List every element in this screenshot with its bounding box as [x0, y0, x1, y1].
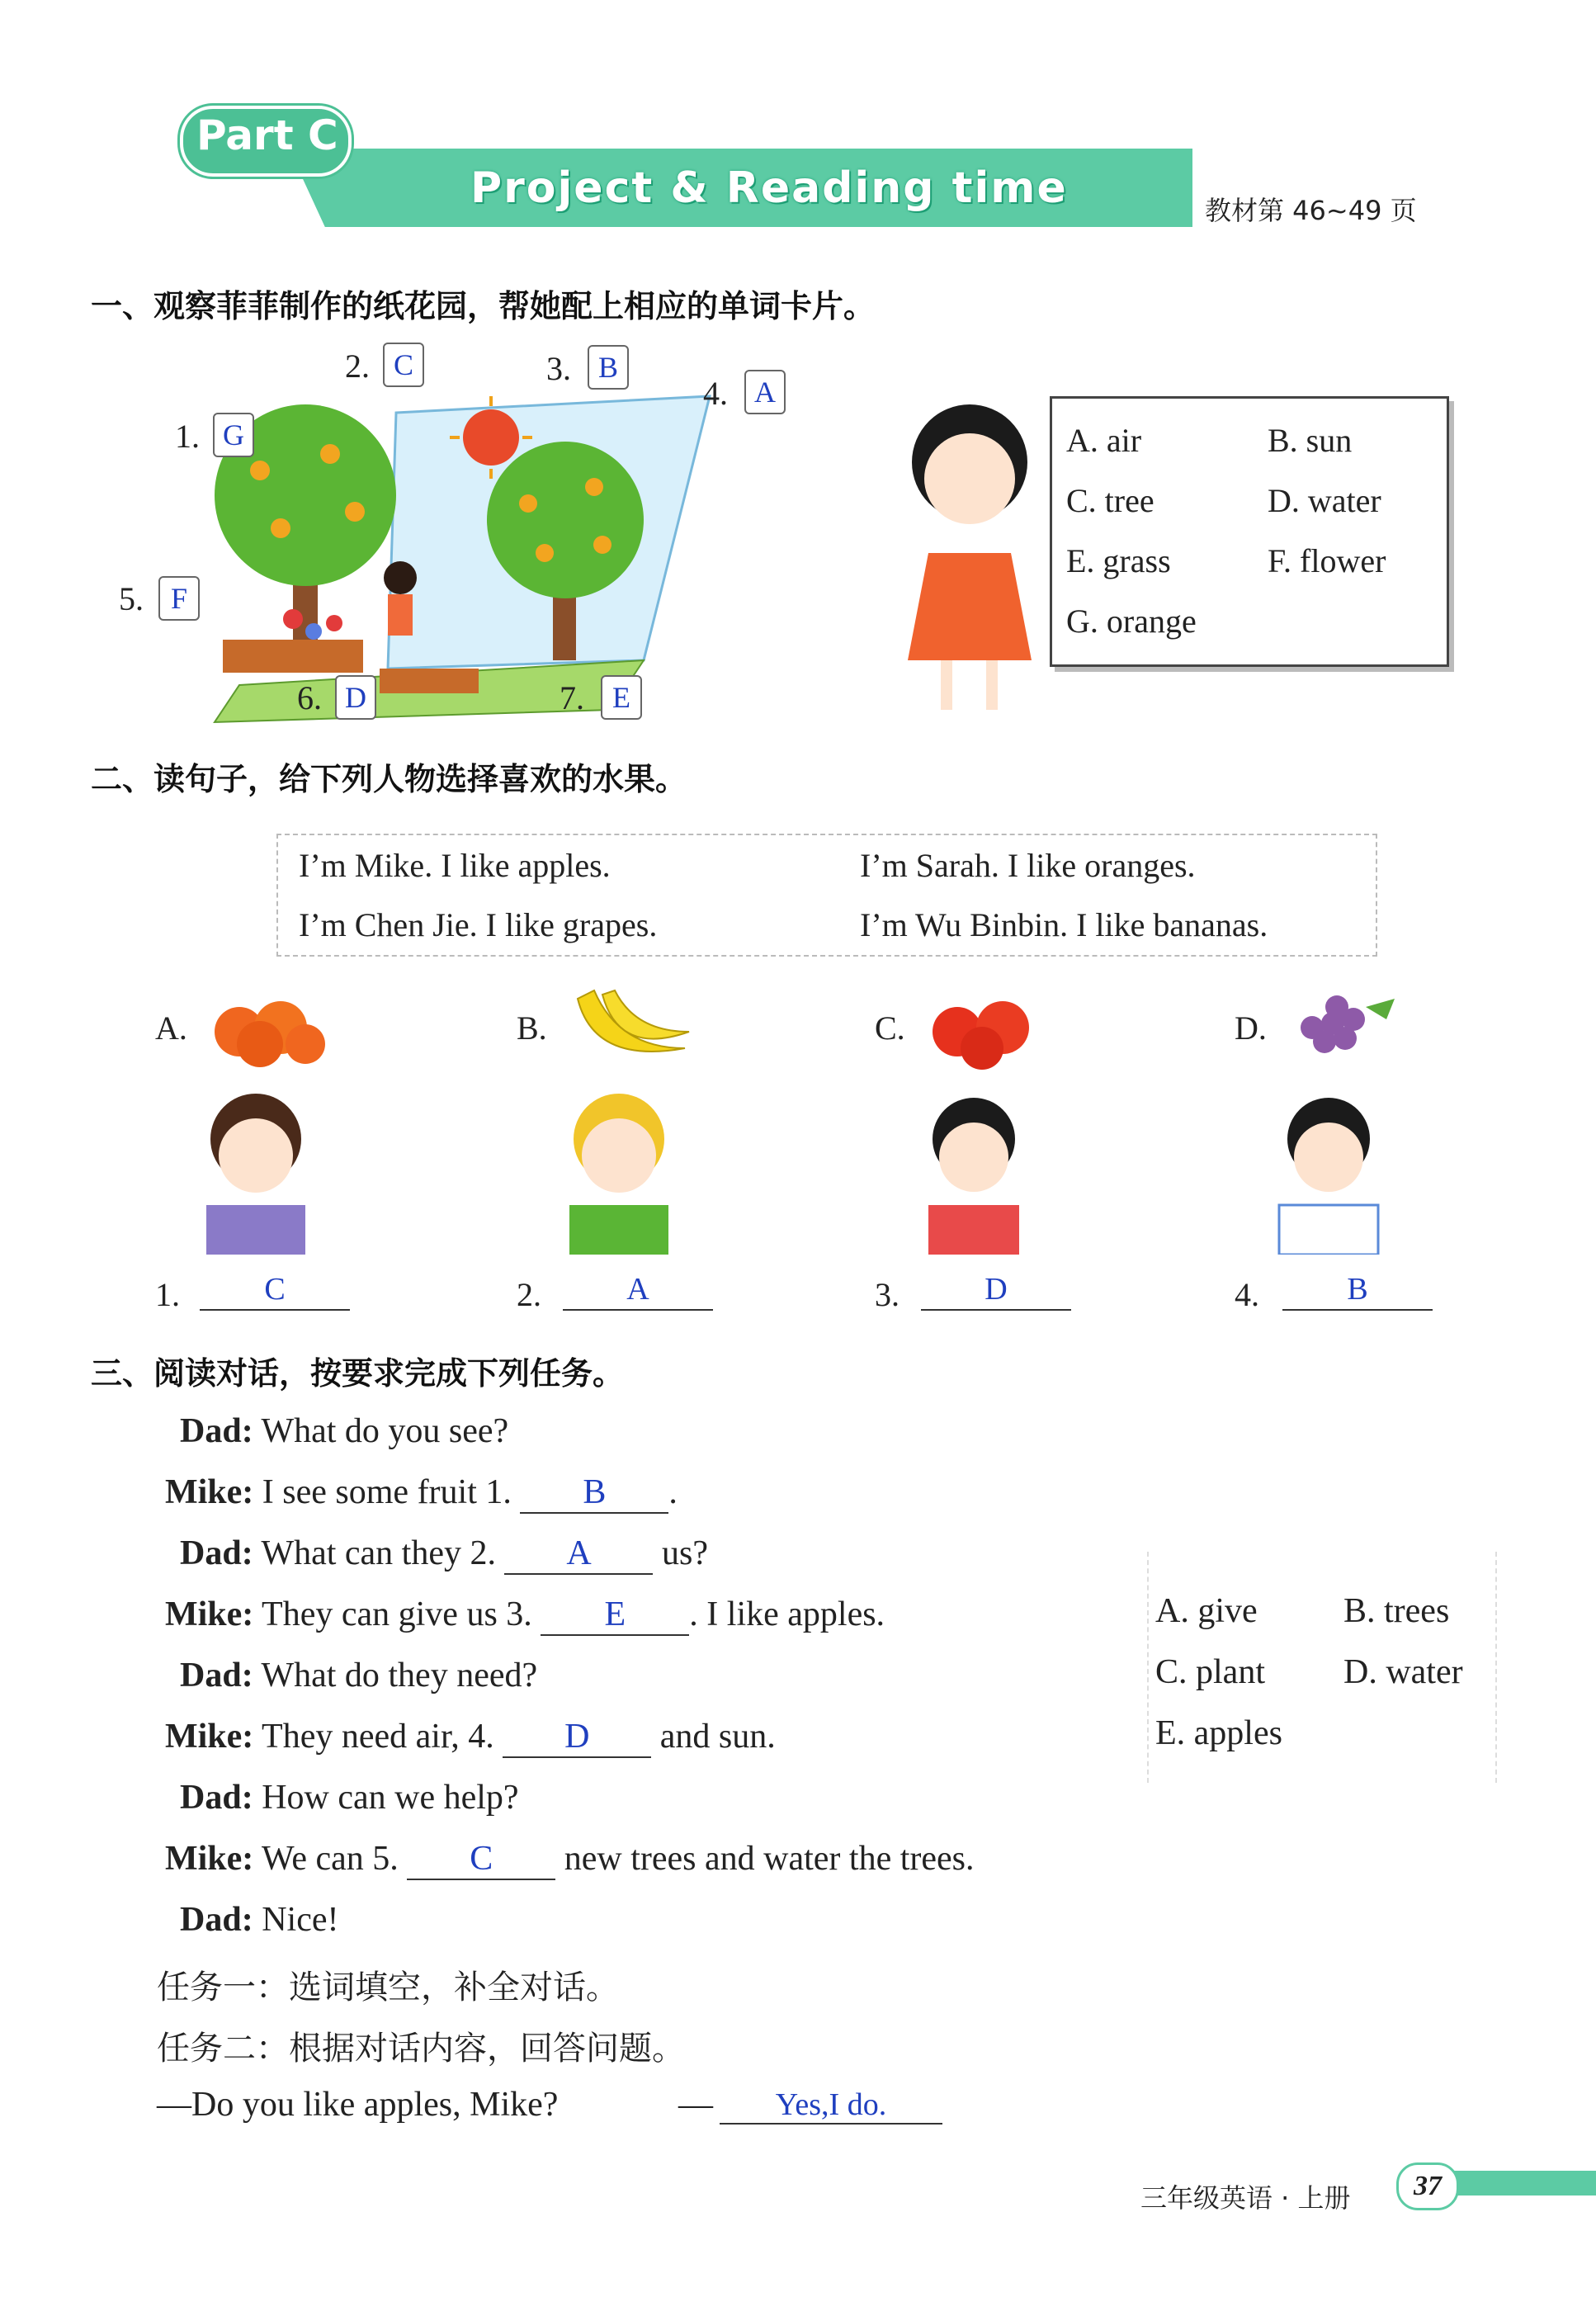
dialogue-line [180, 1778, 519, 1817]
speaker: Mike: [165, 1473, 254, 1511]
speaker: Mike: [165, 1595, 254, 1633]
bananas-icon [569, 982, 693, 1073]
task1-text: 任务一：选词填空，补全对话。 [157, 1969, 619, 2006]
speaker: Dad: [180, 1534, 253, 1572]
blank-1[interactable]: B [520, 1472, 668, 1514]
label-num: 2. [345, 347, 370, 385]
sentence: I’m Chen Jie. I like grapes. [299, 906, 658, 943]
task2-text: 任务二：根据对话内容，回答问题。 [157, 2030, 685, 2068]
label-num: 4. [703, 375, 728, 412]
sentence: I’m Mike. I like apples. [299, 847, 611, 884]
answer-box[interactable]: G [213, 413, 254, 457]
dialogue-line [180, 1656, 537, 1695]
fruit-letter: B. [517, 1009, 547, 1047]
answer-box[interactable]: A [744, 370, 786, 414]
boy-wubinbin-avatar [1263, 1089, 1395, 1255]
speaker: Mike: [165, 1840, 254, 1878]
part-label: Part C [196, 111, 338, 159]
section2-heading: 二、读句子，给下列人物选择喜欢的水果。 [91, 761, 687, 797]
speaker: Dad: [180, 1901, 253, 1939]
dialogue-line [165, 1717, 776, 1758]
person-num: 2. [517, 1276, 541, 1313]
girl-feifei-illustration [900, 388, 1040, 718]
grapes-icon [1287, 982, 1411, 1065]
girl-chenjie-avatar [908, 1089, 1040, 1255]
option: C. plant [1155, 1653, 1265, 1691]
line-text: and sun. [659, 1718, 776, 1756]
blank-4[interactable]: D [503, 1717, 651, 1758]
dialogue-line [180, 1411, 508, 1451]
answer-line[interactable]: A [563, 1271, 713, 1311]
label-num: 1. [175, 418, 200, 455]
line-text: new trees and water the trees. [564, 1840, 975, 1878]
word-card: D. water [1268, 482, 1381, 519]
answer-dash: — [678, 2086, 713, 2124]
label-num: 3. [546, 350, 571, 387]
answer-box[interactable]: F [158, 576, 200, 621]
line-text: What can they 2. [261, 1534, 496, 1572]
line-text: They can give us 3. [262, 1595, 532, 1633]
option: D. water [1343, 1653, 1463, 1691]
option: E. apples [1155, 1714, 1282, 1752]
line-text: . [668, 1473, 678, 1511]
answer-box[interactable]: D [335, 675, 376, 720]
dialogue-line [165, 1839, 975, 1880]
footer-book-title: 三年级英语 · 上册 [1140, 2182, 1351, 2214]
word-card: E. grass [1066, 542, 1171, 579]
line-text: What do you see? [261, 1412, 509, 1450]
line-text: They need air, 4. [262, 1718, 494, 1756]
label-num: 7. [560, 679, 584, 716]
answer-box[interactable]: E [601, 675, 642, 720]
dialogue-line [180, 1534, 708, 1575]
fruit-letter: A. [155, 1009, 187, 1047]
girl-sarah-avatar [553, 1089, 685, 1255]
dialogue-line [180, 1900, 338, 1940]
speaker: Dad: [180, 1412, 253, 1450]
line-text: We can 5. [262, 1840, 399, 1878]
blank-5[interactable]: C [407, 1839, 555, 1880]
answer-line[interactable]: D [921, 1271, 1071, 1311]
answer-box[interactable]: B [588, 345, 629, 390]
line-text: How can we help? [262, 1779, 519, 1817]
word-card: B. sun [1268, 422, 1353, 459]
line-text: us? [661, 1534, 708, 1572]
textbook-page-ref: 教材第 46~49 页 [1205, 195, 1417, 226]
apples-icon [924, 982, 1048, 1073]
speaker: Mike: [165, 1718, 254, 1756]
oranges-icon [206, 986, 330, 1069]
word-card: A. air [1066, 422, 1142, 459]
dialogue-line [165, 1595, 885, 1636]
line-text: . I like apples. [689, 1595, 885, 1633]
section1-heading: 一、观察菲菲制作的纸花园，帮她配上相应的单词卡片。 [91, 288, 876, 324]
label-num: 6. [297, 679, 322, 716]
paper-garden-illustration [116, 347, 726, 726]
option: A. give [1155, 1592, 1258, 1630]
word-card: F. flower [1268, 542, 1386, 579]
line-text: Nice! [262, 1901, 339, 1939]
word-card: C. tree [1066, 482, 1155, 519]
answer-box[interactable]: C [383, 343, 424, 387]
person-num: 3. [875, 1276, 900, 1313]
question-text: —Do you like apples, Mike? [157, 2086, 559, 2124]
speaker: Dad: [180, 1779, 253, 1817]
answer-line[interactable]: B [1282, 1271, 1433, 1311]
fruit-letter: C. [875, 1009, 905, 1047]
sentence: I’m Wu Binbin. I like bananas. [860, 906, 1268, 943]
sentence: I’m Sarah. I like oranges. [860, 847, 1196, 884]
section-title: Project & Reading time [470, 163, 1068, 213]
answer-input[interactable]: Yes,I do. [720, 2087, 942, 2125]
fruit-letter: D. [1235, 1009, 1267, 1047]
section3-heading: 三、阅读对话，按要求完成下列任务。 [91, 1355, 625, 1392]
blank-3[interactable]: E [541, 1595, 689, 1636]
boy-mike-avatar [190, 1089, 322, 1255]
blank-2[interactable]: A [504, 1534, 653, 1575]
option: B. trees [1343, 1592, 1450, 1630]
speaker: Dad: [180, 1657, 253, 1694]
answer-line[interactable]: C [200, 1271, 350, 1311]
label-num: 5. [119, 580, 144, 617]
dialogue-line [165, 1472, 678, 1514]
person-num: 1. [155, 1276, 180, 1313]
page-number: 37 [1396, 2162, 1459, 2210]
line-text: I see some fruit 1. [262, 1473, 512, 1511]
word-card: G. orange [1066, 603, 1197, 640]
person-num: 4. [1235, 1276, 1259, 1313]
line-text: What do they need? [261, 1657, 538, 1694]
